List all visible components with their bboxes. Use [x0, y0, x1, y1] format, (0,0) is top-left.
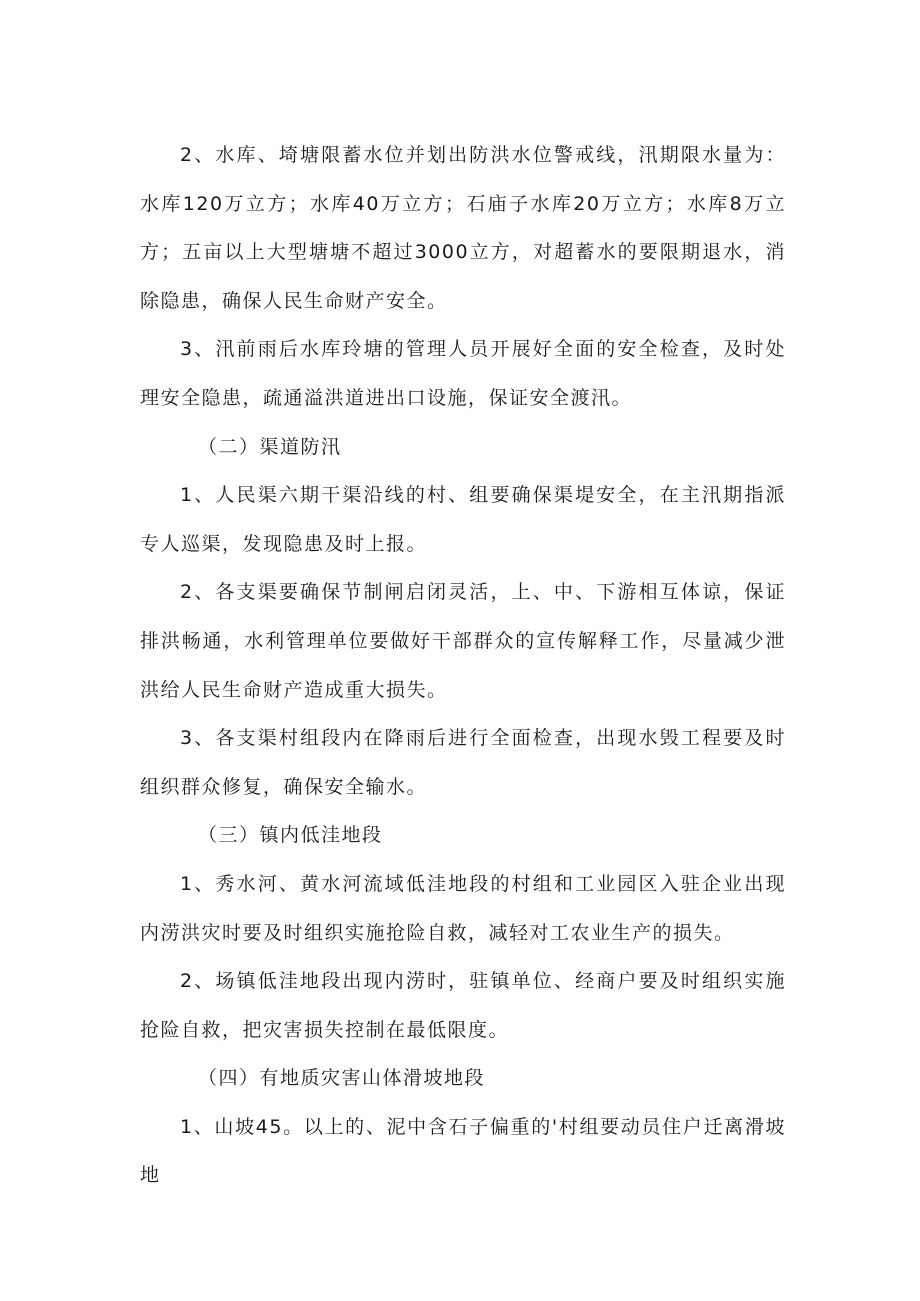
paragraph-slope-relocation: 1、山坡45。以上的、泥中含石子偏重的'村组要动员住户迁离滑坡地 — [140, 1115, 786, 1187]
paragraph-main-canal-patrol: 1、人民渠六期干渠沿线的村、组要确保渠堤安全，在主汛期指派专人巡渠，发现隐患及时上报。 — [140, 484, 786, 555]
paragraph-branch-canal-inspection: 3、各支渠村组段内在降雨后进行全面检查，出现水毁工程要及时组织群众修复，确保安全输水。 — [140, 727, 786, 798]
paragraph-town-waterlogging: 2、场镇低洼地段出现内涝时，驻镇单位、经商户要及时组织实施抢险自救，把灾害损失控制在最低限度。 — [140, 970, 786, 1041]
paragraph-reservoir-limits: 2、水库、埼塘限蓄水位并划出防洪水位警戒线，汛期限水量为：水库120万立方；水库40万立方；石庙子水库20万立方；水库8万立方；五亩以上大型塘塘不超过3000立方，对超蓄水的要限期退水，消除隐患，确保人民生命财产安全。 — [140, 144, 786, 312]
section-heading-landslide-areas: （四）有地质灾害山体滑坡地段 — [198, 1067, 486, 1090]
section-heading-low-lying-areas: （三）镇内低洼地段 — [198, 824, 383, 847]
section-heading-channel-flood-control: （二）渠道防汛 — [198, 435, 342, 458]
paragraph-reservoir-inspection: 3、汛前雨后水库玲塘的管理人员开展好全面的安全检查，及时处理安全隐患，疏通溢洪道进出口设施，保证安全渡汛。 — [140, 338, 786, 409]
paragraph-river-basin-rescue: 1、秀水河、黄水河流域低洼地段的村组和工业园区入驻企业出现内涝洪灾时要及时组织实施抢险自救，减轻对工农业生产的损失。 — [140, 872, 786, 944]
paragraph-branch-canal-gates: 2、各支渠要确保节制闸启闭灵活，上、中、下游相互体谅，保证排洪畅通，水利管理单位要做好干部群众的宣传解释工作，尽量减少泄洪给人民生命财产造成重大损失。 — [140, 581, 786, 701]
document-body — [140, 131, 786, 1200]
